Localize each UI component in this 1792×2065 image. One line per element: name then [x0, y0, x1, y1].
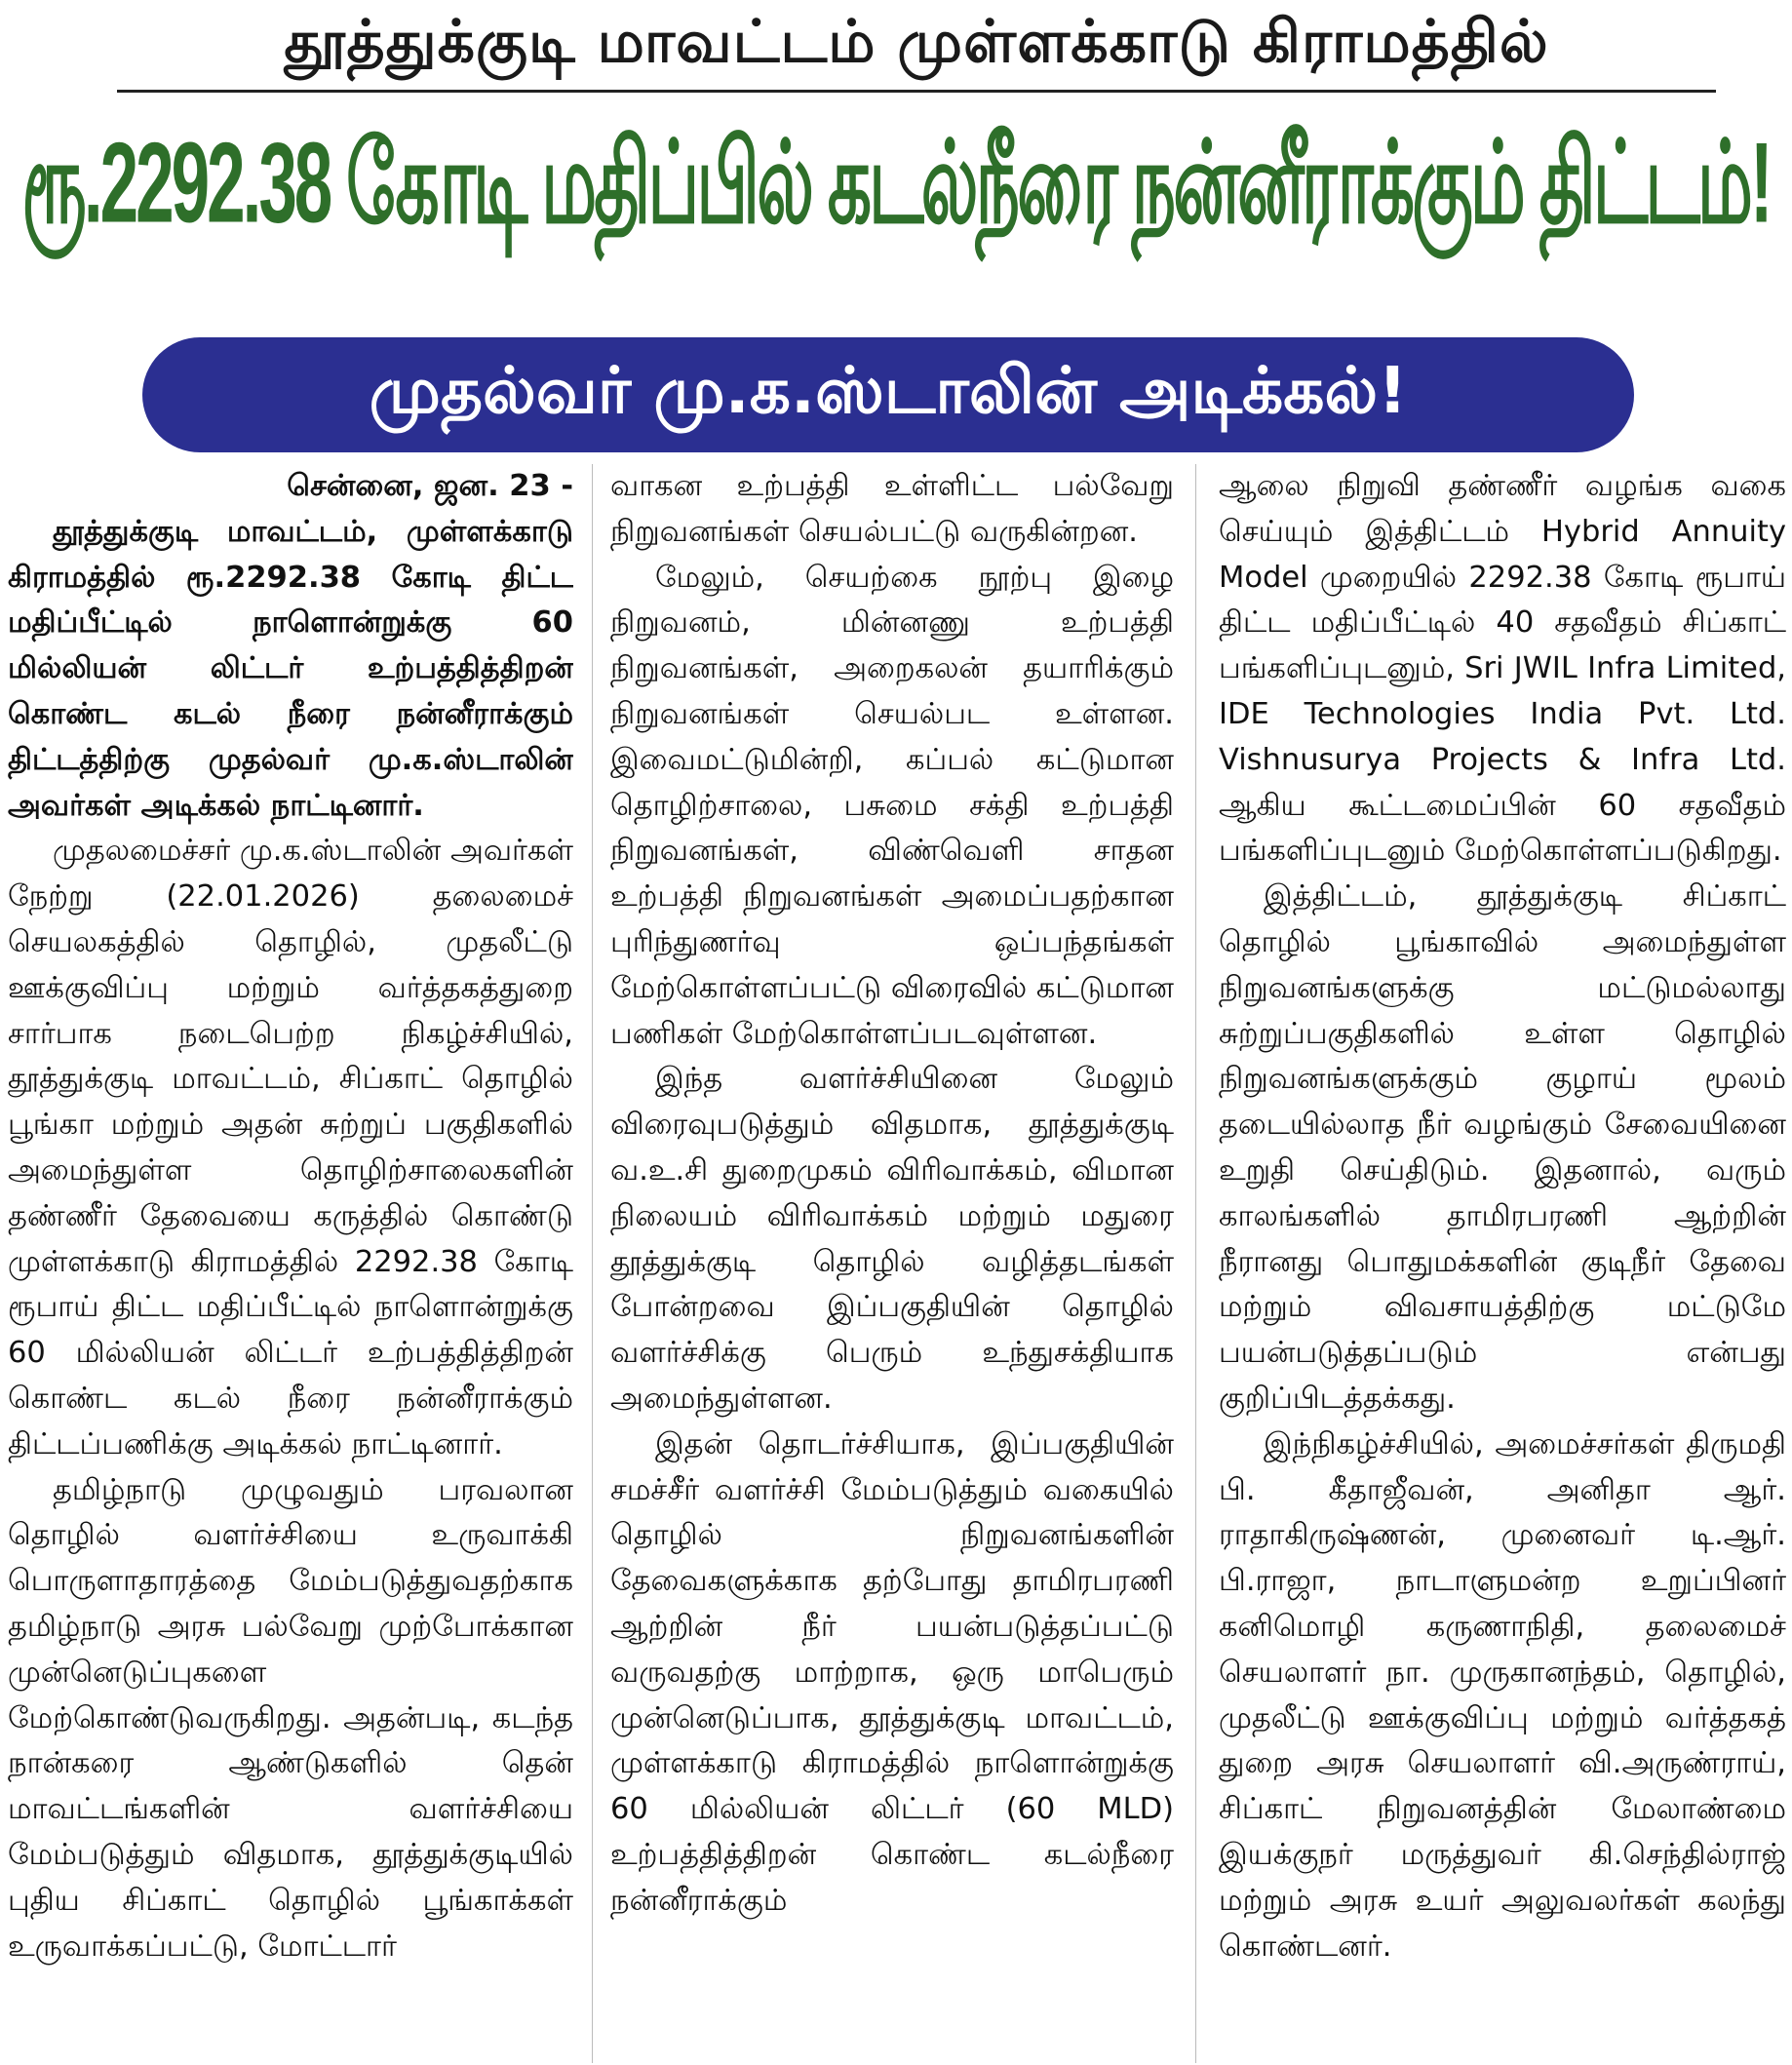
article-paragraph: இந்நிகழ்ச்சியில், அமைச்சர்கள் திருமதி பி. கீதாஜீவன், அனிதா ஆர். ராதாகிருஷ்ணன், முனைவர் டி.ஆர். பி.ராஜா, நாடாளுமன்ற உறுப்பினர் கனிமொழி கருணாநிதி, தலைமைச் செயலாளர் நா. முருகானந்தம், தொழில், முதலீட்டு ஊக்குவிப்பு மற்றும் வர்த்தகத் துறை அரசு செயலாளர் வி.அருண்ராய், சிப்காட் நிறுவனத்தின் மேலாண்மை இயக்குநர் மருத்துவர் கி.செந்தில்ராஜ் மற்றும் அரசு உயர் அலுவலர்கள் கலந்து கொண்டனர். — [1219, 1426, 1786, 1964]
article-paragraph: இத்திட்டம், தூத்துக்குடி சிப்காட் தொழில் பூங்காவில் அமைந்துள்ள நிறுவனங்களுக்கு மட்டுமல்லாது சுற்றுப்பகுதிகளில் உள்ள தொழில் நிறுவனங்களுக்கும் குழாய் மூலம் தடையில்லாத நீர் வழங்கும் சேவையினை உறுதி செய்திடும். இதனால், வரும் காலங்களில் தாமிரபரணி ஆற்றின் நீரானது பொதுமக்களின் குடிநீர் தேவை மற்றும் விவசாயத்திற்கு மட்டுமே பயன்படுத்தப்படும் என்பது குறிப்பிடத்தக்கது. — [1219, 879, 1786, 1416]
article-column-3 — [1219, 464, 1786, 2063]
kicker-headline: தூத்துக்குடி மாவட்டம் முள்ளக்காடு கிராமத்தில் — [284, 8, 1549, 76]
subheadline-banner — [142, 337, 1634, 452]
kicker-rule — [117, 90, 1716, 93]
lead-paragraph: தூத்துக்குடி மாவட்டம், முள்ளக்காடு கிராமத்தில் ரூ.2292.38 கோடி திட்ட மதிப்பீட்டில் நாளொன்றுக்கு 60 மில்லியன் லிட்டர் உற்பத்தித்திறன் கொண்ட கடல் நீரை நன்னீராக்கும் திட்டத்திற்கு முதல்வர் மு.க.ஸ்டாலின் அவர்கள் அடிக்கல் நாட்டினார். — [8, 514, 573, 823]
article-paragraph: மேலும், செயற்கை நூற்பு இழை நிறுவனம், மின்னணு உற்பத்தி நிறுவனங்கள், அறைகலன் தயாரிக்கும் நிறுவனங்கள் செயல்பட உள்ளன. இவைமட்டுமின்றி, கப்பல் கட்டுமான தொழிற்சாலை, பசுமை சக்தி உற்பத்தி நிறுவனங்கள், விண்வெளி சாதன உற்பத்தி நிறுவனங்கள் அமைப்பதற்கான புரிந்துணர்வு ஒப்பந்தங்கள் மேற்கொள்ளப்பட்டு விரைவில் கட்டுமான பணிகள் மேற்கொள்ளப்படவுள்ளன. — [610, 560, 1174, 1051]
article-paragraph: முதலமைச்சர் மு.க.ஸ்டாலின் அவர்கள் நேற்று (22.01.2026) தலைமைச் செயலகத்தில் தொழில், முதலீட்டு ஊக்குவிப்பு மற்றும் வர்த்தகத்துறை சார்பாக நடைபெற்ற நிகழ்ச்சியில், தூத்துக்குடி மாவட்டம், சிப்காட் தொழில் பூங்கா மற்றும் அதன் சுற்றுப் பகுதிகளில் அமைந்துள்ள தொழிற்சாலைகளின் தண்ணீர் தேவையை கருத்தில் கொண்டு முள்ளக்காடு கிராமத்தில் 2292.38 கோடி ரூபாய் திட்ட மதிப்பீட்டில் நாளொன்றுக்கு 60 மில்லியன் லிட்டர் உற்பத்தித்திறன் கொண்ட கடல் நீரை நன்னீராக்கும் திட்டப்பணிக்கு அடிக்கல் நாட்டினார். — [8, 834, 573, 1461]
article-column-1 — [8, 464, 573, 2063]
article-column-2 — [610, 464, 1174, 2063]
article-paragraph: இந்த வளர்ச்சியினை மேலும் விரைவுபடுத்தும் விதமாக, தூத்துக்குடி வ.உ.சி துறைமுகம் விரிவாக்கம், விமான நிலையம் விரிவாக்கம் மற்றும் மதுரை தூத்துக்குடி தொழில் வழித்தடங்கள் போன்றவை இப்பகுதியின் தொழில் வளர்ச்சிக்கு பெரும் உந்துசக்தியாக அமைந்துள்ளன. — [610, 1062, 1174, 1416]
column-divider — [1195, 464, 1196, 2063]
article-lead — [8, 464, 573, 829]
dateline: சென்னை, ஜன. 23 - — [287, 469, 573, 503]
article-paragraph: இதன் தொடர்ச்சியாக, இப்பகுதியின் சமச்சீர் வளர்ச்சி மேம்படுத்தும் வகையில் தொழில் நிறுவனங்களின் தேவைகளுக்காக தற்போது தாமிரபரணி ஆற்றின் நீர் பயன்படுத்தப்பட்டு வருவதற்கு மாற்றாக, ஒரு மாபெரும் முன்னெடுப்பாக, தூத்துக்குடி மாவட்டம், முள்ளக்காடு கிராமத்தில் நாளொன்றுக்கு 60 மில்லியன் லிட்டர் (60 MLD) உற்பத்தித்திறன் கொண்ட கடல்நீரை நன்னீராக்கும் — [610, 1426, 1174, 1918]
article-paragraph: தமிழ்நாடு முழுவதும் பரவலான தொழில் வளர்ச்சியை உருவாக்கி பொருளாதாரத்தை மேம்படுத்துவதற்காக தமிழ்நாடு அரசு பல்வேறு முற்போக்கான முன்னெடுப்புகளை மேற்கொண்டுவருகிறது. அதன்படி, கடந்த நான்கரை ஆண்டுகளில் தென் மாவட்டங்களின் வளர்ச்சியை மேம்படுத்தும் விதமாக, தூத்துக்குடியில் புதிய சிப்காட் தொழில் பூங்காக்கள் உருவாக்கப்பட்டு, மோட்டார் — [8, 1472, 573, 1964]
main-headline: ரூ.2292.38 கோடி மதிப்பில் கடல்நீரை நன்னீராக்கும் திட்டம்! — [21, 120, 1771, 249]
article-paragraph: வாகன உற்பத்தி உள்ளிட்ட பல்வேறு நிறுவனங்கள் செயல்பட்டு வருகின்றன. — [610, 469, 1174, 549]
article-paragraph: ஆலை நிறுவி தண்ணீர் வழங்க வகை செய்யும் இத்திட்டம் Hybrid Annuity Model முறையில் 2292.38 கோடி ரூபாய் திட்ட மதிப்பீட்டில் 40 சதவீதம் சிப்காட் பங்களிப்புடனும், Sri JWIL Infra Limited, IDE Technologies India Pvt. Ltd. Vishnusurya Projects & Infra Ltd. ஆகிய கூட்டமைப்பின் 60 சதவீதம் பங்களிப்புடனும் மேற்கொள்ளப்படுகிறது. — [1219, 469, 1786, 869]
column-divider — [592, 464, 593, 2063]
subheadline-text: முதல்வர் மு.க.ஸ்டாலின் அடிக்கல்! — [369, 353, 1408, 428]
